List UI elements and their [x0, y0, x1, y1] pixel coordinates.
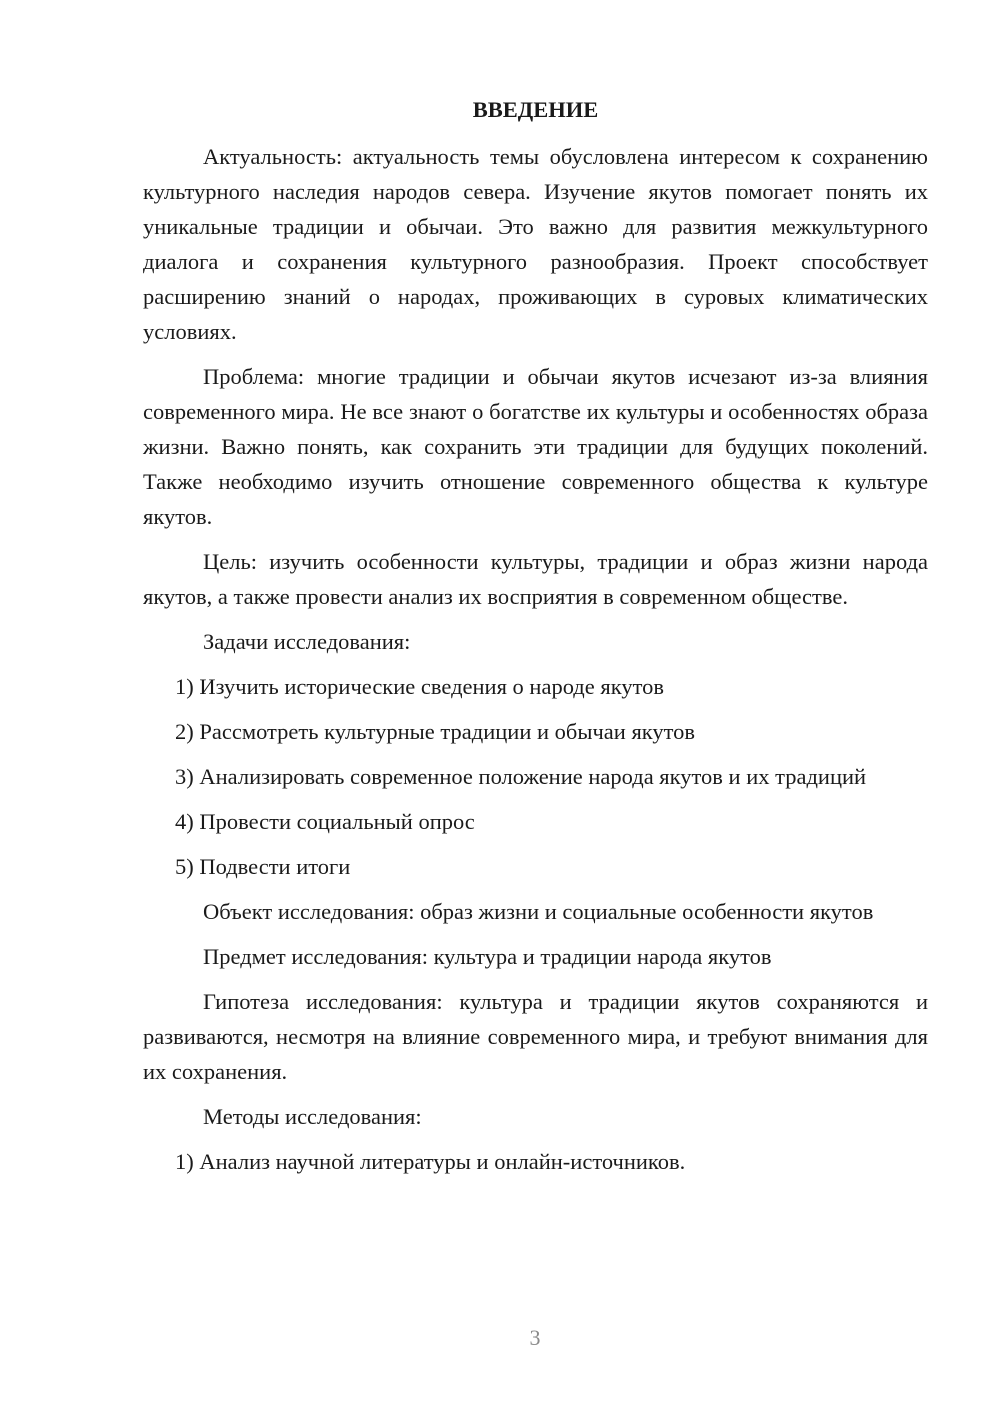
task-item: 4) Провести социальный опрос — [175, 809, 475, 834]
task-item: 2) Рассмотреть культурные традиции и обычаи якутов — [175, 719, 696, 744]
relevance-paragraph: Актуальность: актуальность темы обусловлена интересом к сохранению культурного наследия народов севера. Изучение якутов помогает понять их уникальные традиции и обычаи. Это важно для развития межкультурного диалога и сохранения культурного разнообразия. Проект способствует расширению знаний о народах, проживающих в суровых климатических условиях. — [143, 144, 928, 344]
problem-paragraph: Проблема: многие традиции и обычаи якутов исчезают из-за влияния современного мира. Не все знают о богатстве их культуры и особенностях образа жизни. Важно понять, как сохранить эти традиции для будущих поколений. Также необходимо изучить отношение современного общества к культуре якутов. — [143, 364, 928, 529]
task-item: 3) Анализировать современное положение народа якутов и их традиций — [175, 764, 867, 789]
task-item: 1) Изучить исторические сведения о народе якутов — [175, 674, 664, 699]
methods-heading: Методы исследования: — [203, 1104, 422, 1129]
hypothesis-paragraph: Гипотеза исследования: культура и традиции якутов сохраняются и развиваются, несмотря на влияние современного мира, и требуют внимания для их сохранения. — [143, 989, 928, 1084]
page-number: 3 — [529, 1325, 541, 1350]
object-paragraph: Объект исследования: образ жизни и социальные особенности якутов — [203, 899, 874, 924]
subject-paragraph: Предмет исследования: культура и традиции народа якутов — [203, 944, 772, 969]
page-title: ВВЕДЕНИЕ — [472, 97, 599, 122]
tasks-heading: Задачи исследования: — [203, 629, 411, 654]
page-content — [143, 92, 928, 1189]
task-item: 5) Подвести итоги — [175, 854, 351, 879]
method-item: 1) Анализ научной литературы и онлайн-источников. — [175, 1149, 686, 1174]
goal-paragraph: Цель: изучить особенности культуры, традиции и образ жизни народа якутов, а также провести анализ их восприятия в современном обществе. — [143, 549, 928, 609]
